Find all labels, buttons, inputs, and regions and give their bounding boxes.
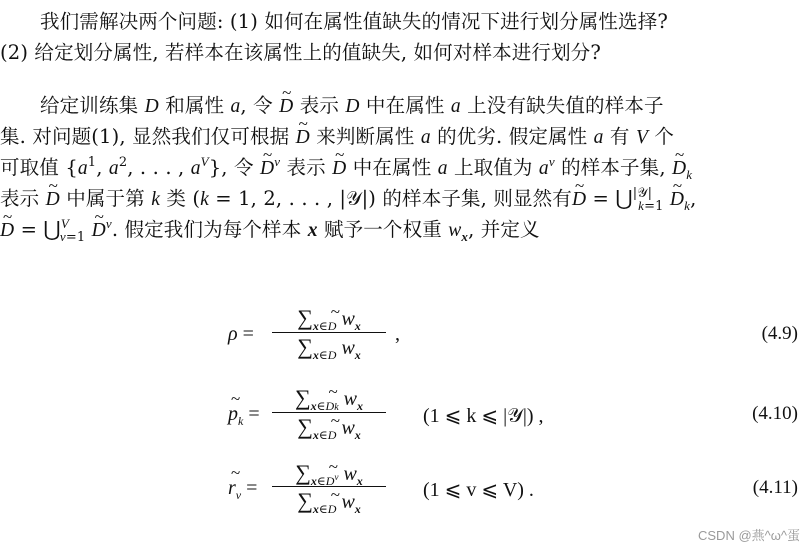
denominator: $\sum_{x\in\sim D}$ $w_x$ <box>270 487 388 515</box>
intro-paragraph <box>0 6 806 68</box>
body-line-1: 给定训练集 D 和属性 a, 令 ~ D 表示 D 中在属性 a 上没有缺失值的样本子 <box>0 90 806 121</box>
equation-condition: (1 ⩽ v ⩽ V) . <box>423 479 534 501</box>
equation-number: (4.11) <box>752 477 798 498</box>
equation-lhs: ~ $p_k$ = <box>228 403 260 426</box>
numerator: $\sum_{x\in\sim D^v}$ $w_x$ <box>270 458 388 486</box>
equation-4-10 <box>0 384 812 444</box>
numerator: $\sum_{x\in\sim D}$ $w_x$ <box>270 304 388 332</box>
equation-4-9 <box>0 304 812 364</box>
denominator: $\sum_{x\in\sim D}$ $w_x$ <box>270 413 388 441</box>
equation-4-11 <box>0 458 812 518</box>
numerator: $\sum_{x\in\sim Dk}$ $w_x$ <box>270 384 388 412</box>
equation-lhs: ρ = <box>228 323 254 345</box>
fraction <box>270 458 388 515</box>
watermark: CSDN @燕^ω^蛋 <box>698 528 800 543</box>
body-paragraph <box>0 90 806 245</box>
denominator: $\sum_{x\in D}$ $w_x$ <box>297 334 361 362</box>
body-line-2: 集. 对问题(1), 显然我们仅可根据 ~ D 来判断属性 a 的优劣. 假定属性 a 有 V 个 <box>0 121 806 152</box>
equation-number: (4.10) <box>752 403 798 424</box>
body-line-5: ~ D = ⋃$^V_{v=1}$ ~ $D^v$. 假定我们为每个样本 x 赋予一个权重 $w_x$, 并定义 <box>0 214 806 245</box>
fraction <box>270 304 388 361</box>
equation-condition: (1 ⩽ k ⩽ |𝒴|) , <box>423 405 544 427</box>
body-line-3: 可取值 {$a^1$, $a^2$, . . . , $a^V$}, 令 ~ $D^v$ 表示 ~ D 中在属性 a 上取值为 $a^v$ 的样本子集, ~ $D_k$ <box>0 152 806 183</box>
intro-line-2: (2) 给定划分属性, 若样本在该属性上的值缺失, 如何对样本进行划分? <box>0 41 601 64</box>
equation-lhs: ~ $r_v$ = <box>228 477 257 500</box>
equation-number: (4.9) <box>761 323 798 344</box>
fraction <box>270 384 388 441</box>
body-line-4: 表示 ~ D 中属于第 k 类 (k = 1, 2, . . . , |𝒴|) 的样本子集, 则显然有~ D = ⋃$^{|𝒴|}_{k=1}$ ~ $D_k$, <box>0 183 806 214</box>
intro-line-1: 我们需解决两个问题: (1) 如何在属性值缺失的情况下进行划分属性选择? <box>40 10 668 33</box>
equation-trailing: , <box>395 323 400 345</box>
